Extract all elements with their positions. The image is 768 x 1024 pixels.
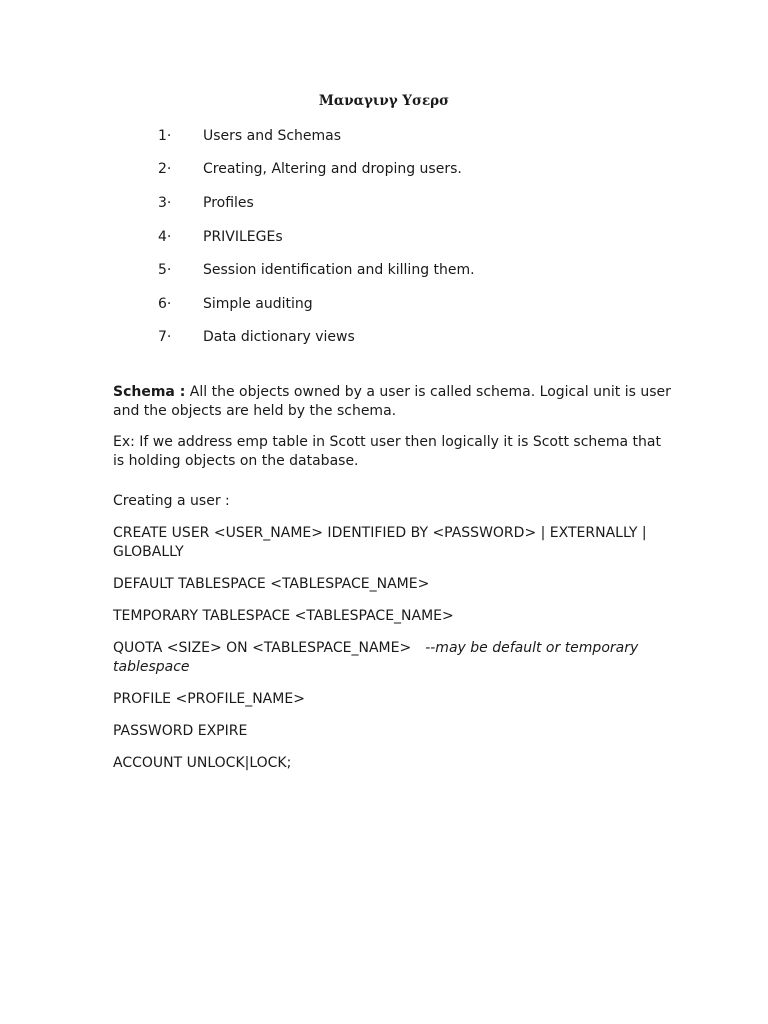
list-item-label: Creating, Altering and droping users. bbox=[203, 161, 462, 177]
list-item-label: Session identification and killing them. bbox=[203, 262, 475, 278]
list-item-number: 1· bbox=[158, 128, 172, 144]
list-item-number: 6· bbox=[158, 296, 172, 312]
list-item-number: 5· bbox=[158, 262, 172, 278]
profile-syntax: PROFILE <PROFILE_NAME> bbox=[113, 691, 305, 707]
schema-term: Schema : bbox=[113, 384, 186, 400]
account-lock-syntax: ACCOUNT UNLOCK|LOCK; bbox=[113, 755, 292, 771]
quota-comment: --may be default or temporary tablespace bbox=[113, 640, 639, 675]
list-item-label: Data dictionary views bbox=[203, 329, 355, 345]
list-item-label: Users and Schemas bbox=[203, 128, 342, 144]
list-item-number: 4· bbox=[158, 229, 172, 245]
temporary-tablespace-syntax: TEMPORARY TABLESPACE <TABLESPACE_NAME> bbox=[113, 608, 454, 624]
schema-definition bbox=[113, 383, 673, 421]
creating-user-heading: Creating a user : bbox=[113, 493, 230, 509]
default-tablespace-syntax: DEFAULT TABLESPACE <TABLESPACE_NAME> bbox=[113, 576, 430, 592]
list-item bbox=[0, 128, 768, 148]
example-paragraph: Ex: If we address emp table in Scott user then logically it is Scott schema that is holding objects on the database. bbox=[113, 434, 661, 469]
list-item-label: Simple auditing bbox=[203, 296, 313, 312]
list-item-number: 7· bbox=[158, 329, 172, 345]
document-title: Μαναγινγ Υσερσ bbox=[318, 93, 450, 109]
quota-syntax bbox=[113, 639, 673, 677]
list-item bbox=[0, 161, 768, 181]
quota-clause: QUOTA <SIZE> ON <TABLESPACE_NAME> bbox=[113, 640, 412, 656]
create-user-syntax: CREATE USER <USER_NAME> IDENTIFIED BY <PASSWORD> | EXTERNALLY | GLOBALLY bbox=[113, 525, 647, 560]
list-item-number: 3· bbox=[158, 195, 172, 211]
list-item-number: 2· bbox=[158, 161, 172, 177]
list-item bbox=[0, 262, 768, 282]
schema-text: All the objects owned by a user is called schema. Logical unit is user and the objects are held by the schema. bbox=[113, 384, 671, 419]
password-expire-syntax: PASSWORD EXPIRE bbox=[113, 723, 248, 739]
list-item-label: PRIVILEGEs bbox=[203, 229, 283, 245]
list-item-label: Profiles bbox=[203, 195, 254, 211]
list-item bbox=[0, 296, 768, 316]
list-item bbox=[0, 229, 768, 249]
list-item bbox=[0, 195, 768, 215]
list-item bbox=[0, 329, 768, 349]
